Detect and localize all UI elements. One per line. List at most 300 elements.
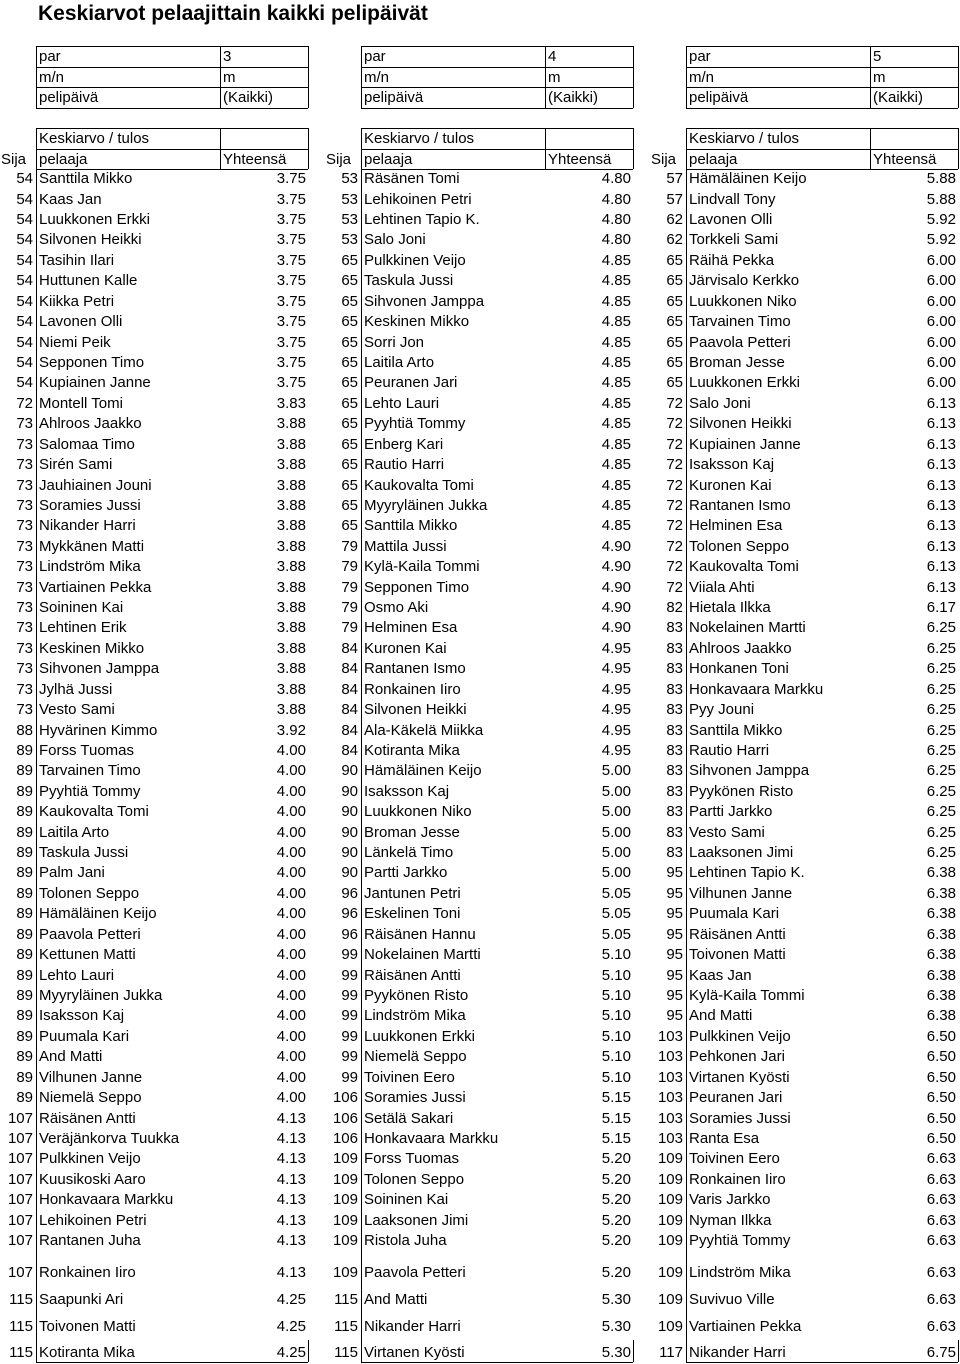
total-cell: 5.10	[601, 987, 631, 1004]
rank-cell: 54	[16, 170, 33, 188]
total-cell: 3.88	[276, 496, 306, 514]
total-cell: 3.88	[276, 680, 306, 698]
rank-cell: 117	[659, 1344, 683, 1361]
filter-grid-line	[686, 67, 958, 68]
total-cell: 6.75	[926, 1344, 956, 1361]
total-cell: 4.13	[276, 1232, 306, 1250]
rank-cell: 79	[341, 578, 358, 596]
rank-cell: 73	[16, 701, 33, 719]
rank-cell: 65	[341, 333, 358, 351]
player-cell: Kaukovalta Tomi	[689, 558, 799, 576]
rank-cell: 83	[666, 619, 683, 637]
rank-cell: 107	[7, 1232, 33, 1250]
table-grid-line	[36, 1362, 308, 1363]
table-grid-line	[633, 128, 634, 169]
total-cell: 3.75	[276, 333, 306, 351]
total-cell: 4.80	[601, 190, 631, 208]
total-cell: 5.10	[601, 1007, 631, 1025]
player-cell: Myyryläinen Jukka	[364, 496, 488, 514]
rank-cell: 57	[666, 170, 683, 188]
rank-cell: 95	[666, 946, 683, 964]
total-cell: 4.00	[276, 864, 306, 882]
rank-cell: 84	[341, 721, 358, 739]
total-cell: 4.00	[276, 823, 306, 841]
player-cell: Kupiainen Janne	[39, 374, 151, 392]
total-cell: 3.88	[276, 619, 306, 637]
filter-label: pelipäivä	[689, 89, 749, 106]
rank-cell: 99	[341, 987, 358, 1004]
player-cell: Rantanen Ismo	[364, 660, 466, 678]
player-cell: Hyvärinen Kimmo	[39, 721, 158, 739]
player-cell: Santtila Mikko	[689, 721, 783, 739]
rank-cell: 73	[16, 680, 33, 698]
player-cell: Kuusikoski Aaro	[39, 1170, 146, 1188]
total-cell: 5.10	[601, 1027, 631, 1045]
total-cell: 5.10	[601, 946, 631, 964]
total-cell: 6.00	[926, 292, 956, 310]
total-cell: 4.00	[276, 1007, 306, 1025]
player-cell: Myyryläinen Jukka	[39, 987, 163, 1004]
rank-cell: 89	[16, 1068, 33, 1086]
total-cell: 6.00	[926, 251, 956, 269]
total-cell: 4.13	[276, 1109, 306, 1127]
player-cell: Huttunen Kalle	[39, 272, 138, 290]
player-cell: Sihvonen Jamppa	[39, 660, 160, 678]
player-cell: Kuronen Kai	[689, 476, 772, 494]
total-cell: 4.95	[601, 660, 631, 678]
rank-cell: 65	[341, 456, 358, 474]
player-cell: Luukkonen Erkki	[39, 211, 150, 229]
table-grid-line	[36, 128, 37, 1362]
total-cell: 5.20	[601, 1232, 631, 1250]
rank-cell: 73	[16, 619, 33, 637]
total-cell: 3.75	[276, 353, 306, 371]
rank-cell: 84	[341, 741, 358, 759]
player-cell: Lehto Lauri	[364, 394, 440, 412]
total-cell: 6.25	[926, 762, 956, 780]
player-cell: Laitila Arto	[364, 353, 435, 371]
total-cell: 4.80	[601, 170, 631, 188]
player-cell: Kupiainen Janne	[689, 435, 801, 453]
rank-cell: 65	[341, 272, 358, 290]
total-cell: 4.00	[276, 1089, 306, 1107]
rank-cell: 73	[16, 558, 33, 576]
rank-cell: 99	[341, 966, 358, 984]
player-cell: Toivonen Matti	[689, 946, 786, 964]
filter-grid-line	[361, 46, 362, 108]
player-cell: Järvisalo Kerkko	[689, 272, 800, 290]
filter-value: (Kaikki)	[548, 89, 599, 106]
player-column-header: pelaaja	[689, 150, 738, 168]
total-cell: 3.88	[276, 660, 306, 678]
player-cell: Taskula Jussi	[364, 272, 454, 290]
rank-cell: 72	[666, 456, 683, 474]
player-cell: Soininen Kai	[364, 1191, 449, 1209]
total-cell: 5.92	[926, 231, 956, 249]
total-cell: 4.13	[276, 1150, 306, 1168]
rank-cell: 90	[341, 844, 358, 862]
rank-cell: 89	[16, 987, 33, 1004]
rank-cell: 106	[332, 1129, 358, 1147]
player-cell: Pyyhtiä Tommy	[689, 1232, 791, 1250]
rank-cell: 65	[666, 272, 683, 290]
player-cell: Sepponen Timo	[39, 353, 145, 371]
total-cell: 4.85	[601, 374, 631, 392]
total-cell: 4.00	[276, 741, 306, 759]
rank-cell: 99	[341, 1068, 358, 1086]
rank-cell: 83	[666, 782, 683, 800]
total-cell: 4.00	[276, 925, 306, 943]
table-grid-line	[870, 128, 871, 169]
total-cell: 6.13	[926, 394, 956, 412]
player-cell: Vartiainen Pekka	[689, 1318, 802, 1336]
rank-cell: 109	[657, 1150, 683, 1168]
player-cell: Taskula Jussi	[39, 844, 129, 862]
rank-cell: 109	[657, 1318, 683, 1336]
player-cell: Räihä Pekka	[689, 251, 775, 269]
player-cell: Forss Tuomas	[39, 741, 135, 759]
total-cell: 4.13	[276, 1129, 306, 1147]
total-cell: 4.85	[601, 496, 631, 514]
rank-cell: 83	[666, 762, 683, 780]
rank-cell: 57	[666, 190, 683, 208]
total-cell: 5.00	[601, 864, 631, 882]
player-cell: Räisänen Antti	[39, 1109, 136, 1127]
player-cell: Pulkkinen Veijo	[364, 251, 466, 269]
total-cell: 4.90	[601, 578, 631, 596]
filter-grid-line	[958, 46, 959, 108]
rank-cell: 115	[334, 1318, 358, 1336]
player-cell: Pulkkinen Veijo	[689, 1027, 791, 1045]
total-cell: 6.63	[926, 1150, 956, 1168]
rank-cell: 54	[16, 353, 33, 371]
rank-cell: 89	[16, 905, 33, 923]
player-cell: Rautio Harri	[689, 741, 770, 759]
total-cell: 6.17	[926, 599, 956, 617]
rank-cell: 54	[16, 231, 33, 249]
player-cell: Isaksson Kaj	[39, 1007, 125, 1025]
total-cell: 6.38	[926, 864, 956, 882]
total-cell: 6.63	[926, 1263, 956, 1281]
total-cell: 5.10	[601, 966, 631, 984]
rank-cell: 106	[332, 1109, 358, 1127]
total-cell: 4.00	[276, 1048, 306, 1066]
total-cell: 5.20	[601, 1150, 631, 1168]
player-cell: Lindström Mika	[689, 1263, 791, 1281]
player-cell: Ristola Juha	[364, 1232, 447, 1250]
player-cell: Kaas Jan	[689, 966, 752, 984]
rank-cell: 103	[657, 1027, 683, 1045]
total-cell: 3.88	[276, 456, 306, 474]
rank-cell: 72	[666, 394, 683, 412]
total-cell: 6.13	[926, 558, 956, 576]
rank-column-header: Sija	[326, 150, 352, 168]
total-cell: 3.88	[276, 476, 306, 494]
rank-cell: 90	[341, 823, 358, 841]
filter-grid-line	[686, 87, 958, 88]
total-cell: 4.13	[276, 1211, 306, 1229]
total-cell: 3.88	[276, 558, 306, 576]
rank-cell: 107	[7, 1150, 33, 1168]
rank-cell: 109	[332, 1263, 358, 1281]
rank-cell: 115	[9, 1344, 33, 1361]
rank-cell: 73	[16, 415, 33, 433]
player-cell: Soininen Kai	[39, 599, 124, 617]
rank-cell: 95	[666, 1007, 683, 1025]
rank-cell: 65	[666, 251, 683, 269]
player-cell: Pyyhtiä Tommy	[39, 782, 141, 800]
player-cell: Ronkainen Iiro	[39, 1263, 136, 1281]
filter-grid-line	[361, 108, 633, 109]
player-cell: Tarvainen Timo	[689, 313, 791, 331]
player-cell: Soramies Jussi	[39, 496, 141, 514]
rank-cell: 95	[666, 987, 683, 1004]
rank-cell: 84	[341, 660, 358, 678]
rank-cell: 53	[341, 231, 358, 249]
rank-cell: 89	[16, 762, 33, 780]
player-cell: Virtanen Kyösti	[364, 1344, 465, 1361]
player-cell: Puumala Kari	[689, 905, 780, 923]
total-cell: 3.88	[276, 537, 306, 555]
player-cell: Keskinen Mikko	[364, 313, 470, 331]
filter-grid-line	[633, 46, 634, 108]
player-cell: Niemelä Seppo	[39, 1089, 142, 1107]
total-cell: 6.00	[926, 374, 956, 392]
player-cell: Lehtinen Tapio K.	[689, 864, 805, 882]
rank-cell: 109	[657, 1263, 683, 1281]
total-cell: 4.85	[601, 415, 631, 433]
player-cell: Sihvonen Jamppa	[689, 762, 810, 780]
player-cell: Nokelainen Martti	[364, 946, 481, 964]
total-cell: 3.88	[276, 599, 306, 617]
player-cell: Peuranen Jari	[689, 1089, 783, 1107]
player-cell: Montell Tomi	[39, 394, 123, 412]
rank-cell: 109	[332, 1211, 358, 1229]
filter-grid-line	[545, 46, 546, 108]
total-cell: 5.05	[601, 905, 631, 923]
rank-cell: 73	[16, 435, 33, 453]
rank-cell: 79	[341, 599, 358, 617]
player-cell: Kiikka Petri	[39, 292, 115, 310]
player-cell: Rantanen Ismo	[689, 496, 791, 514]
rank-cell: 65	[341, 394, 358, 412]
rank-cell: 95	[666, 884, 683, 902]
total-cell: 4.95	[601, 741, 631, 759]
player-cell: Lehtinen Tapio K.	[364, 211, 480, 229]
rank-cell: 109	[332, 1191, 358, 1209]
total-cell: 3.75	[276, 272, 306, 290]
table-grid-line	[686, 1362, 958, 1363]
player-cell: Partti Jarkko	[364, 864, 448, 882]
total-cell: 3.88	[276, 578, 306, 596]
total-cell: 6.00	[926, 353, 956, 371]
total-cell: 4.85	[601, 272, 631, 290]
total-cell: 6.13	[926, 517, 956, 535]
filter-grid-line	[870, 46, 871, 108]
player-cell: Luukkonen Erkki	[364, 1027, 475, 1045]
rank-cell: 103	[657, 1048, 683, 1066]
rank-cell: 107	[7, 1129, 33, 1147]
player-cell: Pulkkinen Veijo	[39, 1150, 141, 1168]
table-grid-line	[686, 149, 958, 150]
total-cell: 4.25	[276, 1318, 306, 1336]
player-cell: Kotiranta Mika	[39, 1344, 135, 1361]
total-cell: 6.13	[926, 415, 956, 433]
rank-cell: 89	[16, 823, 33, 841]
rank-cell: 79	[341, 537, 358, 555]
rank-cell: 109	[657, 1211, 683, 1229]
rank-cell: 96	[341, 925, 358, 943]
rank-cell: 84	[341, 639, 358, 657]
total-cell: 3.75	[276, 292, 306, 310]
column-group-header: Keskiarvo / tulos	[39, 130, 150, 147]
total-cell: 6.25	[926, 639, 956, 657]
total-cell: 4.00	[276, 884, 306, 902]
total-cell: 4.25	[276, 1344, 306, 1361]
player-cell: Laaksonen Jimi	[364, 1211, 469, 1229]
rank-cell: 89	[16, 884, 33, 902]
player-cell: Keskinen Mikko	[39, 639, 145, 657]
table-grid-line	[220, 128, 221, 169]
rank-cell: 65	[341, 292, 358, 310]
filter-grid-line	[686, 46, 958, 47]
rank-cell: 83	[666, 639, 683, 657]
total-cell: 6.25	[926, 844, 956, 862]
player-cell: Tolonen Seppo	[364, 1170, 465, 1188]
filter-grid-line	[308, 46, 309, 108]
player-cell: Ronkainen Iiro	[364, 680, 461, 698]
filter-label: m/n	[39, 68, 65, 86]
total-cell: 6.00	[926, 333, 956, 351]
total-cell: 6.25	[926, 701, 956, 719]
player-cell: Silvonen Heikki	[689, 415, 792, 433]
rank-cell: 65	[666, 333, 683, 351]
player-cell: And Matti	[689, 1007, 753, 1025]
player-cell: Hämäläinen Keijo	[39, 905, 157, 923]
player-cell: Honkavaara Markku	[689, 680, 824, 698]
table-grid-line	[633, 1340, 634, 1362]
rank-cell: 96	[341, 884, 358, 902]
player-cell: Salo Joni	[689, 394, 751, 412]
rank-cell: 89	[16, 946, 33, 964]
rank-cell: 65	[341, 313, 358, 331]
total-cell: 5.20	[601, 1170, 631, 1188]
rank-cell: 54	[16, 272, 33, 290]
player-cell: Kylä-Kaila Tommi	[689, 987, 805, 1004]
total-cell: 6.63	[926, 1191, 956, 1209]
table-grid-line	[36, 128, 308, 129]
rank-cell: 53	[341, 211, 358, 229]
total-cell: 5.15	[601, 1089, 631, 1107]
total-cell: 5.00	[601, 762, 631, 780]
total-cell: 3.88	[276, 517, 306, 535]
player-cell: Sihvonen Jamppa	[364, 292, 485, 310]
player-cell: Rantanen Juha	[39, 1232, 141, 1250]
rank-cell: 115	[9, 1318, 33, 1336]
player-cell: Saapunki Ari	[39, 1290, 124, 1308]
filter-label: pelipäivä	[364, 89, 424, 106]
total-cell: 6.25	[926, 619, 956, 637]
rank-cell: 54	[16, 211, 33, 229]
table-grid-line	[686, 128, 687, 1362]
total-cell: 6.38	[926, 925, 956, 943]
filter-grid-line	[686, 46, 687, 108]
player-cell: Helminen Esa	[364, 619, 458, 637]
total-cell: 3.88	[276, 415, 306, 433]
rank-cell: 65	[341, 353, 358, 371]
player-cell: Jantunen Petri	[364, 884, 461, 902]
rank-cell: 106	[332, 1089, 358, 1107]
total-column-header: Yhteensä	[548, 150, 612, 168]
total-cell: 6.50	[926, 1048, 956, 1066]
rank-cell: 83	[666, 680, 683, 698]
filter-grid-line	[361, 46, 633, 47]
player-cell: Lehikoinen Petri	[364, 190, 472, 208]
player-cell: Tolonen Seppo	[689, 537, 790, 555]
total-cell: 4.25	[276, 1290, 306, 1308]
rank-cell: 83	[666, 721, 683, 739]
player-cell: Laitila Arto	[39, 823, 110, 841]
rank-cell: 90	[341, 782, 358, 800]
total-cell: 4.90	[601, 537, 631, 555]
player-cell: Jylhä Jussi	[39, 680, 113, 698]
rank-cell: 99	[341, 1027, 358, 1045]
total-cell: 4.00	[276, 844, 306, 862]
player-cell: Lavonen Olli	[689, 211, 773, 229]
player-cell: Sorri Jon	[364, 333, 425, 351]
player-cell: Luukkonen Erkki	[689, 374, 800, 392]
player-cell: Pyykönen Risto	[364, 987, 469, 1004]
player-cell: Luukkonen Niko	[364, 803, 472, 821]
total-cell: 4.85	[601, 394, 631, 412]
player-cell: Rautio Harri	[364, 456, 445, 474]
table-grid-line	[308, 1340, 309, 1362]
player-cell: Räisänen Hannu	[364, 925, 476, 943]
player-cell: Lindvall Tony	[689, 190, 776, 208]
rank-cell: 83	[666, 823, 683, 841]
total-cell: 6.38	[926, 966, 956, 984]
rank-cell: 107	[7, 1170, 33, 1188]
rank-cell: 54	[16, 333, 33, 351]
rank-cell: 65	[341, 517, 358, 535]
player-cell: Niemi Peik	[39, 333, 111, 351]
player-cell: Niemelä Seppo	[364, 1048, 467, 1066]
total-cell: 5.00	[601, 803, 631, 821]
player-cell: Lehto Lauri	[39, 966, 115, 984]
player-cell: Lehtinen Erik	[39, 619, 127, 637]
rank-cell: 109	[657, 1232, 683, 1250]
rank-cell: 62	[666, 211, 683, 229]
player-cell: Viiala Ahti	[689, 578, 755, 596]
total-cell: 4.90	[601, 599, 631, 617]
total-cell: 4.00	[276, 966, 306, 984]
rank-cell: 89	[16, 782, 33, 800]
total-cell: 5.30	[601, 1290, 631, 1308]
rank-cell: 109	[657, 1290, 683, 1308]
total-cell: 5.10	[601, 1068, 631, 1086]
player-cell: Soramies Jussi	[689, 1109, 791, 1127]
total-cell: 3.75	[276, 251, 306, 269]
rank-cell: 73	[16, 517, 33, 535]
rank-cell: 109	[657, 1170, 683, 1188]
rank-cell: 107	[7, 1211, 33, 1229]
player-cell: Kaukovalta Tomi	[39, 803, 149, 821]
total-cell: 5.20	[601, 1191, 631, 1209]
total-cell: 5.15	[601, 1129, 631, 1147]
player-cell: Isaksson Kaj	[689, 456, 775, 474]
rank-column-header: Sija	[651, 150, 677, 168]
total-cell: 3.88	[276, 701, 306, 719]
